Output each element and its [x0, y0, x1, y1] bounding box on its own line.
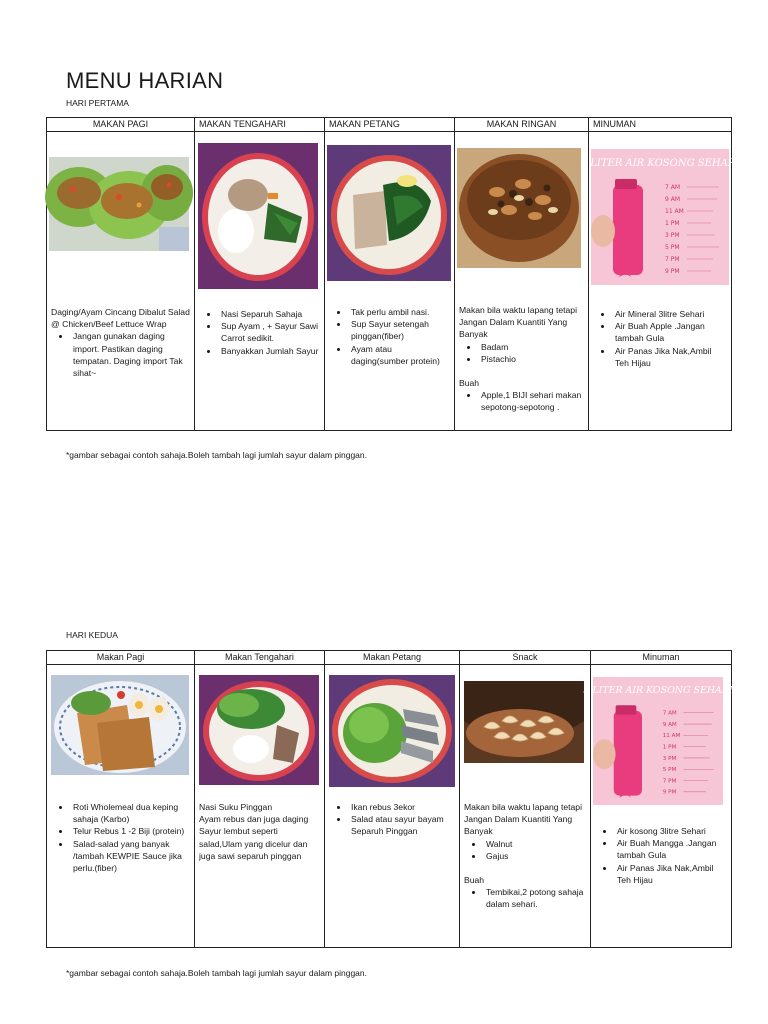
table-row: [47, 665, 732, 948]
menu-cell: [47, 665, 195, 948]
svg-text:9 AM: 9 AM: [665, 196, 681, 203]
sub-heading: Buah: [464, 875, 485, 886]
item-intro: Daging/Ayam Cincang Dibalut Salad @ Chicken/Beef Lettuce Wrap: [51, 307, 190, 330]
day-1-label: HARI PERTAMA: [66, 98, 129, 108]
day-1-menu-table: [46, 117, 740, 431]
item-text: Nasi Suku Pinggan: [199, 802, 273, 812]
list-item: • Apple,1 BIJI sehari makan sepotong-sepotong .: [479, 389, 584, 413]
cell-text: [329, 306, 450, 367]
svg-text:7 AM: 7 AM: [662, 710, 677, 717]
footnote: *gambar sebagai contoh sahaja.Boleh tambah lagi jumlah sayur dalam pinggan.: [66, 450, 367, 460]
day-2-label: HARI KEDUA: [66, 630, 118, 640]
svg-text:9 AM: 9 AM: [662, 721, 677, 728]
menu-cell: [325, 132, 455, 431]
column-header: MAKAN TENGAHARI: [195, 118, 325, 132]
list-item: • Sup Sayur setengah pinggan(fiber): [349, 318, 450, 342]
footnote: *gambar sebagai contoh sahaja.Boleh tambah lagi jumlah sayur dalam pinggan.: [66, 968, 367, 978]
svg-text:3 PM: 3 PM: [665, 232, 680, 239]
cell-text: [199, 308, 320, 357]
table-header-row: [47, 118, 732, 132]
menu-cell: [195, 132, 325, 431]
toast-eggs-salad-photo: [51, 675, 189, 775]
list-item: • Sup Ayam , + Sayur Sawi Carrot sedikit.: [219, 320, 320, 344]
list-item: • Badam: [479, 341, 584, 353]
menu-cell: [47, 132, 195, 431]
cell-text: [329, 801, 455, 838]
list-item: • Air Panas Jika Nak,Ambil Teh Hijau: [615, 862, 727, 886]
rice-lettuce-chicken-plate-photo: [199, 675, 319, 785]
column-header: Minuman: [591, 651, 732, 665]
cell-text: [593, 308, 727, 369]
list-item: • Banyakkan Jumlah Sayur: [219, 345, 320, 357]
list-item: • Air Buah Apple .Jangan tambah Gula: [613, 320, 727, 344]
menu-cell: [583, 665, 733, 948]
cell-text: [199, 801, 320, 862]
svg-text:11 AM: 11 AM: [662, 733, 681, 740]
list-item: • Pistachio: [479, 353, 584, 365]
list-item: • Ikan rebus 3ekor: [349, 801, 455, 813]
column-header: MAKAN RINGAN: [455, 118, 589, 132]
list-item: • Walnut: [484, 838, 586, 850]
menu-cell: [455, 132, 589, 431]
table-row: [47, 132, 732, 431]
list-item: • Nasi Separuh Sahaja: [219, 308, 320, 320]
poster-heading: 3 LITER AIR KOSONG SEHARI: [580, 158, 740, 169]
list-item: • Ayam atau daging(sumber protein): [349, 343, 450, 367]
cell-text: [464, 801, 586, 911]
rice-chicken-veg-plate-photo: [198, 143, 318, 289]
list-item: • Tembikai,2 potong sahaja dalam sehari.: [484, 886, 586, 910]
mixed-nuts-bowl-photo: [457, 148, 581, 268]
sub-heading: Buah: [459, 378, 480, 389]
day-2-menu-table: [46, 650, 732, 948]
page-title: MENU HARIAN: [66, 68, 224, 93]
svg-text:7 PM: 7 PM: [665, 256, 680, 263]
svg-text:5 PM: 5 PM: [662, 767, 677, 774]
item-text: Ayam rebus dan juga daging: [199, 814, 309, 825]
column-header: Makan Tengahari: [195, 651, 325, 665]
cell-text: [51, 306, 190, 379]
water-bottle-schedule-photo: [580, 149, 740, 285]
list-item: • Gajus: [484, 850, 586, 862]
list-item: • Air kosong 3litre Sehari: [615, 825, 727, 837]
cell-text: [595, 825, 727, 886]
menu-cell: [460, 665, 591, 948]
column-header: Snack: [460, 651, 591, 665]
svg-text:1 PM: 1 PM: [665, 220, 680, 227]
svg-text:3 PM: 3 PM: [662, 755, 677, 762]
cell-text: [51, 801, 190, 874]
column-header: MAKAN PAGI: [47, 118, 195, 132]
list-item: • Air Mineral 3litre Sehari: [613, 308, 727, 320]
menu-cell: [325, 665, 460, 948]
column-header: Makan Pagi: [47, 651, 195, 665]
column-header: Makan Petang: [325, 651, 460, 665]
svg-text:7 AM: 7 AM: [665, 184, 681, 191]
svg-text:7 PM: 7 PM: [662, 778, 677, 785]
list-item: • Telur Rebus 1 -2 Biji (protein): [71, 825, 190, 837]
svg-text:1 PM: 1 PM: [662, 744, 677, 751]
cell-text: [459, 304, 584, 414]
item-intro: Makan bila waktu lapang tetapi Jangan Dalam Kuantiti Yang Banyak: [459, 305, 578, 340]
item-text: Sayur lembut seperti salad,Ulam yang dicelur dan juga sawi separuh pinggan: [199, 826, 308, 861]
list-item: • Roti Wholemeal dua keping sahaja (Karbo): [71, 801, 190, 825]
water-bottle-schedule-photo: [583, 677, 733, 805]
svg-text:9 PM: 9 PM: [665, 268, 680, 275]
list-item: • Tak perlu ambil nasi.: [349, 306, 450, 318]
item-intro: Makan bila waktu lapang tetapi Jangan Dalam Kuantiti Yang Banyak: [464, 802, 583, 837]
column-header: MAKAN PETANG: [325, 118, 455, 132]
menu-cell: [580, 132, 740, 431]
menu-cell: [195, 665, 325, 948]
list-item: • Salad atau sayur bayam Separuh Pinggan: [349, 813, 455, 837]
list-item: • Air Panas Jika Nak,Ambil Teh Hijau: [613, 345, 727, 369]
svg-text:9 PM: 9 PM: [662, 789, 677, 796]
svg-text:5 PM: 5 PM: [665, 244, 680, 251]
poster-heading: 3 LITER AIR KOSONG SEHARI: [583, 685, 733, 696]
list-item: • Jangan gunakan daging import. Pastikan daging tempatan. Daging import Tak sihat~: [71, 330, 190, 379]
lettuce-wrap-photo: [49, 157, 189, 251]
chicken-spinach-plate-photo: [327, 145, 451, 281]
list-item: • Air Buah Mangga .Jangan tambah Gula: [615, 837, 727, 861]
column-header: MINUMAN: [589, 118, 732, 132]
svg-text:11 AM: 11 AM: [665, 208, 684, 215]
table-header-row: [47, 651, 732, 665]
list-item: • Salad-salad yang banyak /tambah KEWPIE Sauce jika perlu.(fiber): [71, 838, 190, 875]
cashew-nuts-photo: [464, 681, 584, 763]
fish-lettuce-plate-photo: [329, 675, 455, 787]
